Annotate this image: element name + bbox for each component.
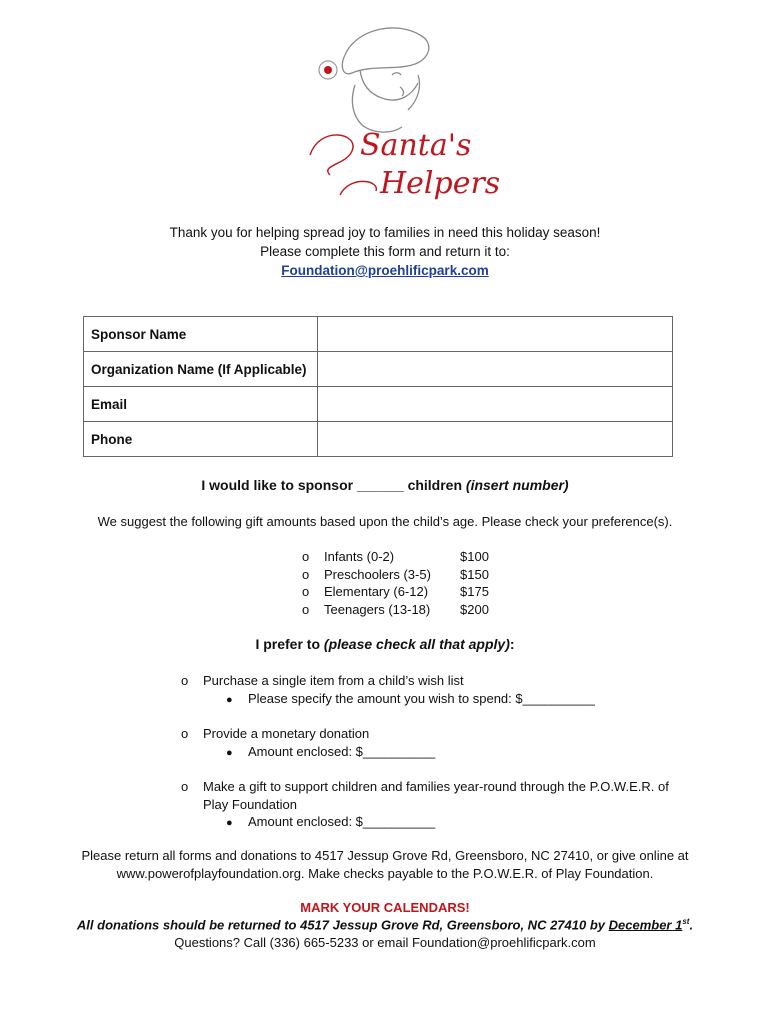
intro-line2: Please complete this form and return it to: bbox=[260, 244, 510, 259]
age-options-list bbox=[302, 548, 489, 618]
field-label: Sponsor Name bbox=[84, 317, 318, 352]
choice-purchase-item bbox=[181, 672, 595, 709]
prefer-colon: : bbox=[509, 636, 515, 652]
list-item[interactable] bbox=[302, 566, 489, 584]
choice-sub-text: Amount enclosed: $__________ bbox=[248, 743, 436, 759]
table-row bbox=[84, 352, 673, 387]
phone-field[interactable] bbox=[318, 422, 673, 457]
deadline-text: All donations should be returned to 4517 Jessup Grove Rd, Greensboro, NC 27410 by bbox=[76, 917, 609, 933]
sponsor-line-text: I would like to sponsor ______ children bbox=[201, 477, 466, 493]
choice-text-cont: Play Foundation bbox=[203, 796, 297, 812]
choice-text: Make a gift to support children and families year-round through the P.O.W.E.R. of bbox=[203, 779, 669, 794]
checkbox-circle-icon[interactable]: o bbox=[302, 601, 310, 617]
prefer-hint: (please check all that apply) bbox=[323, 636, 510, 652]
logo-swirl bbox=[310, 135, 353, 175]
table-row bbox=[84, 422, 673, 457]
email-field[interactable] bbox=[318, 387, 673, 422]
foundation-email-link[interactable]: Foundation@proehlificpark.com bbox=[281, 263, 489, 278]
choice-year-round-gift bbox=[181, 778, 669, 833]
list-item[interactable] bbox=[302, 548, 489, 566]
field-label: Phone bbox=[84, 422, 318, 457]
age-amount: $150 bbox=[460, 566, 489, 582]
bullet-icon: ● bbox=[226, 746, 233, 759]
sponsor-info-table bbox=[83, 316, 673, 457]
table-row bbox=[84, 317, 673, 352]
choice-text: Purchase a single item from a child’s wish list bbox=[203, 673, 464, 688]
checkbox-circle-icon[interactable]: o bbox=[302, 566, 310, 582]
age-amount: $175 bbox=[460, 584, 489, 599]
deadline-date: December 1 bbox=[608, 917, 683, 933]
table-row bbox=[84, 387, 673, 422]
field-label: Organization Name (If Applicable) bbox=[84, 352, 318, 387]
santa-face-drawing bbox=[342, 28, 428, 132]
choice-sub-text: Amount enclosed: $__________ bbox=[248, 814, 436, 829]
gift-suggestion-text: We suggest the following gift amounts based upon the child’s age. Please check your preference(s). bbox=[97, 514, 673, 529]
checkbox-circle-icon[interactable]: o bbox=[181, 673, 189, 688]
prefer-text: I prefer to bbox=[255, 636, 324, 652]
deadline-line bbox=[0, 917, 770, 932]
return-info-line1: Please return all forms and donations to 4517 Jessup Grove Rd, Greensboro, NC 27410, or give online at bbox=[81, 848, 689, 863]
checkbox-circle-icon[interactable]: o bbox=[302, 584, 310, 599]
bullet-icon: ● bbox=[226, 693, 233, 706]
choice-text: Provide a monetary donation bbox=[203, 726, 370, 741]
checkbox-circle-icon[interactable]: o bbox=[302, 549, 310, 564]
age-label: Elementary (6-12) bbox=[324, 584, 429, 599]
sponsor-count-line bbox=[0, 477, 770, 493]
deadline-period: . bbox=[689, 917, 694, 933]
santas-helpers-logo bbox=[300, 15, 501, 205]
checkbox-circle-icon[interactable]: o bbox=[181, 779, 189, 794]
age-label: Infants (0-2) bbox=[324, 549, 395, 564]
questions-line: Questions? Call (336) 665-5233 or email Foundation@proehlificpark.com bbox=[174, 935, 596, 950]
list-item[interactable] bbox=[302, 583, 489, 601]
organization-name-field[interactable] bbox=[318, 352, 673, 387]
age-amount: $200 bbox=[460, 601, 489, 617]
age-label: Preschoolers (3-5) bbox=[324, 566, 431, 582]
sponsor-name-field[interactable] bbox=[318, 317, 673, 352]
return-info-line2: www.powerofplayfoundation.org. Make checks payable to the P.O.W.E.R. of Play Foundation. bbox=[116, 866, 654, 881]
sponsor-line-hint: (insert number) bbox=[465, 477, 569, 493]
logo-line1: Santa's bbox=[360, 128, 472, 163]
prefer-heading bbox=[0, 636, 770, 652]
age-amount: $100 bbox=[460, 549, 489, 564]
list-item[interactable] bbox=[302, 601, 489, 619]
mark-calendars-heading: MARK YOUR CALENDARS! bbox=[300, 900, 470, 915]
age-label: Teenagers (13-18) bbox=[324, 601, 431, 617]
logo-line2: Helpers bbox=[380, 166, 501, 201]
intro-line1: Thank you for helping spread joy to families in need this holiday season! bbox=[169, 225, 601, 240]
field-label: Email bbox=[84, 387, 318, 422]
choice-sub-text: Please specify the amount you wish to spend: $__________ bbox=[248, 690, 595, 706]
choice-monetary-donation bbox=[181, 725, 435, 762]
checkbox-circle-icon[interactable]: o bbox=[181, 726, 189, 741]
bullet-icon: ● bbox=[226, 817, 233, 829]
deadline-suffix-sup: st bbox=[682, 917, 690, 926]
